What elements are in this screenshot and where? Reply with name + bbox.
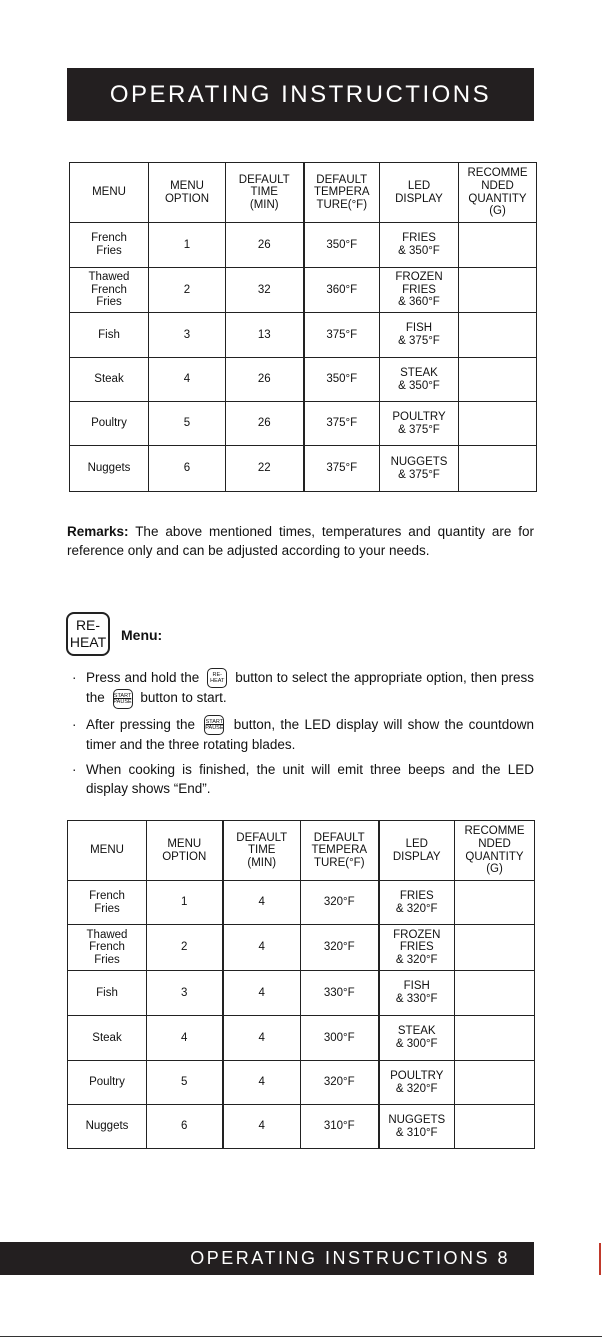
- cell-temp: 320°F: [301, 1061, 379, 1105]
- table-row: [68, 925, 535, 971]
- cell-temp: 300°F: [301, 1016, 379, 1061]
- cell-menu: Thawed French Fries: [70, 268, 149, 313]
- cell-option: 6: [149, 446, 226, 492]
- table-row: [68, 1016, 535, 1061]
- cell-option: 3: [149, 313, 226, 358]
- cell-time: 26: [226, 358, 304, 402]
- cell-time: 32: [226, 268, 304, 313]
- col-option-header: MENU OPTION: [147, 821, 223, 881]
- cell-qty: [455, 1061, 535, 1105]
- cell-qty: [455, 881, 535, 925]
- col-led-header: LED DISPLAY: [379, 821, 455, 881]
- col-qty-header: RECOMME NDED QUANTITY (G): [459, 163, 537, 223]
- cell-option: 5: [147, 1061, 223, 1105]
- cell-menu: Poultry: [68, 1061, 147, 1105]
- cell-option: 4: [149, 358, 226, 402]
- reheat-badge-line2: HEAT: [69, 634, 107, 650]
- remarks-label: Remarks:: [67, 524, 129, 539]
- cell-led: FROZEN FRIES & 360°F: [380, 268, 459, 313]
- cell-option: 2: [149, 268, 226, 313]
- cell-temp: 360°F: [304, 268, 380, 313]
- cell-qty: [459, 313, 537, 358]
- cell-temp: 330°F: [301, 971, 379, 1016]
- cell-option: 3: [147, 971, 223, 1016]
- cell-time: 13: [226, 313, 304, 358]
- cell-temp: 350°F: [304, 223, 380, 268]
- cell-time: 4: [223, 971, 301, 1016]
- cell-temp: 310°F: [301, 1105, 379, 1149]
- cell-led: POULTRY & 375°F: [380, 402, 459, 446]
- col-qty-header: RECOMME NDED QUANTITY (G): [455, 821, 535, 881]
- cell-time: 4: [223, 1061, 301, 1105]
- cell-menu: French Fries: [68, 881, 147, 925]
- cell-qty: [459, 446, 537, 492]
- col-menu-header: MENU: [68, 821, 147, 881]
- cell-menu: Steak: [68, 1016, 147, 1061]
- start-pause-mini-icon: START PAUSE: [204, 715, 224, 735]
- cell-led: NUGGETS & 310°F: [379, 1105, 455, 1149]
- list-item: · After pressing the START PAUSE button, the LED display will show the countdown timer and the three rotating blades.: [72, 716, 534, 753]
- col-option-header: MENU OPTION: [149, 163, 226, 223]
- page-title-banner: [67, 68, 534, 121]
- cell-led: NUGGETS & 375°F: [380, 446, 459, 492]
- cell-time: 4: [223, 881, 301, 925]
- cell-temp: 375°F: [304, 313, 380, 358]
- cell-qty: [455, 925, 535, 971]
- cell-qty: [459, 358, 537, 402]
- col-temp-header: DEFAULT TEMPERA TURE(°F): [301, 821, 379, 881]
- cell-menu: French Fries: [70, 223, 149, 268]
- cell-temp: 350°F: [304, 358, 380, 402]
- cell-qty: [455, 1016, 535, 1061]
- cell-menu: Poultry: [70, 402, 149, 446]
- cell-temp: 320°F: [301, 925, 379, 971]
- table-row: [70, 223, 537, 268]
- cell-led: POULTRY & 320°F: [379, 1061, 455, 1105]
- table-header-row: [68, 821, 535, 881]
- cell-temp: 375°F: [304, 402, 380, 446]
- cell-time: 26: [226, 402, 304, 446]
- page-title: OPERATING INSTRUCTIONS: [109, 80, 492, 108]
- table-row: [70, 313, 537, 358]
- cell-time: 4: [223, 1016, 301, 1061]
- cell-menu: Nuggets: [68, 1105, 147, 1149]
- reheat-button-icon: [66, 612, 110, 656]
- list-item: · Press and hold the RE- HEAT button to select the appropriate option, then press the START PAUSE button to start.: [70, 668, 534, 709]
- cell-led: FRIES & 350°F: [380, 223, 459, 268]
- cell-menu: Nuggets: [70, 446, 149, 492]
- bullet-icon: ·: [72, 670, 77, 685]
- cell-time: 4: [223, 925, 301, 971]
- cell-qty: [455, 971, 535, 1016]
- reheat-instructions: [70, 668, 534, 804]
- table-row: [68, 1105, 535, 1149]
- remarks-paragraph: [67, 522, 534, 560]
- cell-led: STEAK & 350°F: [380, 358, 459, 402]
- cell-menu: Steak: [70, 358, 149, 402]
- page-edge-mark: [599, 1243, 601, 1275]
- col-temp-header: DEFAULT TEMPERA TURE(°F): [304, 163, 380, 223]
- reheat-mini-icon: RE- HEAT: [207, 668, 227, 688]
- table-row: [70, 446, 537, 492]
- footer-text: OPERATING INSTRUCTIONS 8: [190, 1248, 510, 1268]
- cell-qty: [459, 223, 537, 268]
- page-footer: [0, 1242, 534, 1275]
- cell-qty: [459, 402, 537, 446]
- table-row: [70, 358, 537, 402]
- cell-option: 6: [147, 1105, 223, 1149]
- preset-menu-table: [69, 162, 537, 492]
- cell-time: 22: [226, 446, 304, 492]
- table-row: [70, 402, 537, 446]
- cell-led: FISH & 375°F: [380, 313, 459, 358]
- remarks-text: The above mentioned times, temperatures and quantity are for reference only and can be adjusted according to your needs.: [67, 524, 534, 558]
- cell-led: FRIES & 320°F: [379, 881, 455, 925]
- table-header-row: [70, 163, 537, 223]
- cell-option: 1: [147, 881, 223, 925]
- cell-option: 4: [147, 1016, 223, 1061]
- start-pause-mini-icon: START PAUSE: [113, 689, 133, 709]
- table-row: [68, 971, 535, 1016]
- cell-time: 26: [226, 223, 304, 268]
- cell-option: 5: [149, 402, 226, 446]
- table-row: [68, 1061, 535, 1105]
- col-menu-header: MENU: [70, 163, 149, 223]
- cell-menu: Fish: [68, 971, 147, 1016]
- cell-led: FISH & 330°F: [379, 971, 455, 1016]
- cell-qty: [455, 1105, 535, 1149]
- cell-option: 1: [149, 223, 226, 268]
- bullet-icon: ·: [72, 762, 77, 778]
- list-item: · When cooking is finished, the unit will emit three beeps and the LED display shows “End”.: [72, 762, 534, 797]
- cell-menu: Thawed French Fries: [68, 925, 147, 971]
- col-led-header: LED DISPLAY: [380, 163, 459, 223]
- bullet-icon: ·: [72, 716, 77, 732]
- cell-led: STEAK & 300°F: [379, 1016, 455, 1061]
- table-row: [70, 268, 537, 313]
- col-time-header: DEFAULT TIME (MIN): [226, 163, 304, 223]
- bottom-rule: [0, 1336, 602, 1337]
- cell-time: 4: [223, 1105, 301, 1149]
- cell-temp: 375°F: [304, 446, 380, 492]
- cell-option: 2: [147, 925, 223, 971]
- reheat-badge-line1: RE-: [75, 617, 101, 633]
- cell-temp: 320°F: [301, 881, 379, 925]
- cell-qty: [459, 268, 537, 313]
- table-row: [68, 881, 535, 925]
- cell-menu: Fish: [70, 313, 149, 358]
- col-time-header: DEFAULT TIME (MIN): [223, 821, 301, 881]
- reheat-menu-label: Menu:: [121, 627, 163, 643]
- cell-led: FROZEN FRIES & 320°F: [379, 925, 455, 971]
- reheat-menu-table: [67, 820, 535, 1149]
